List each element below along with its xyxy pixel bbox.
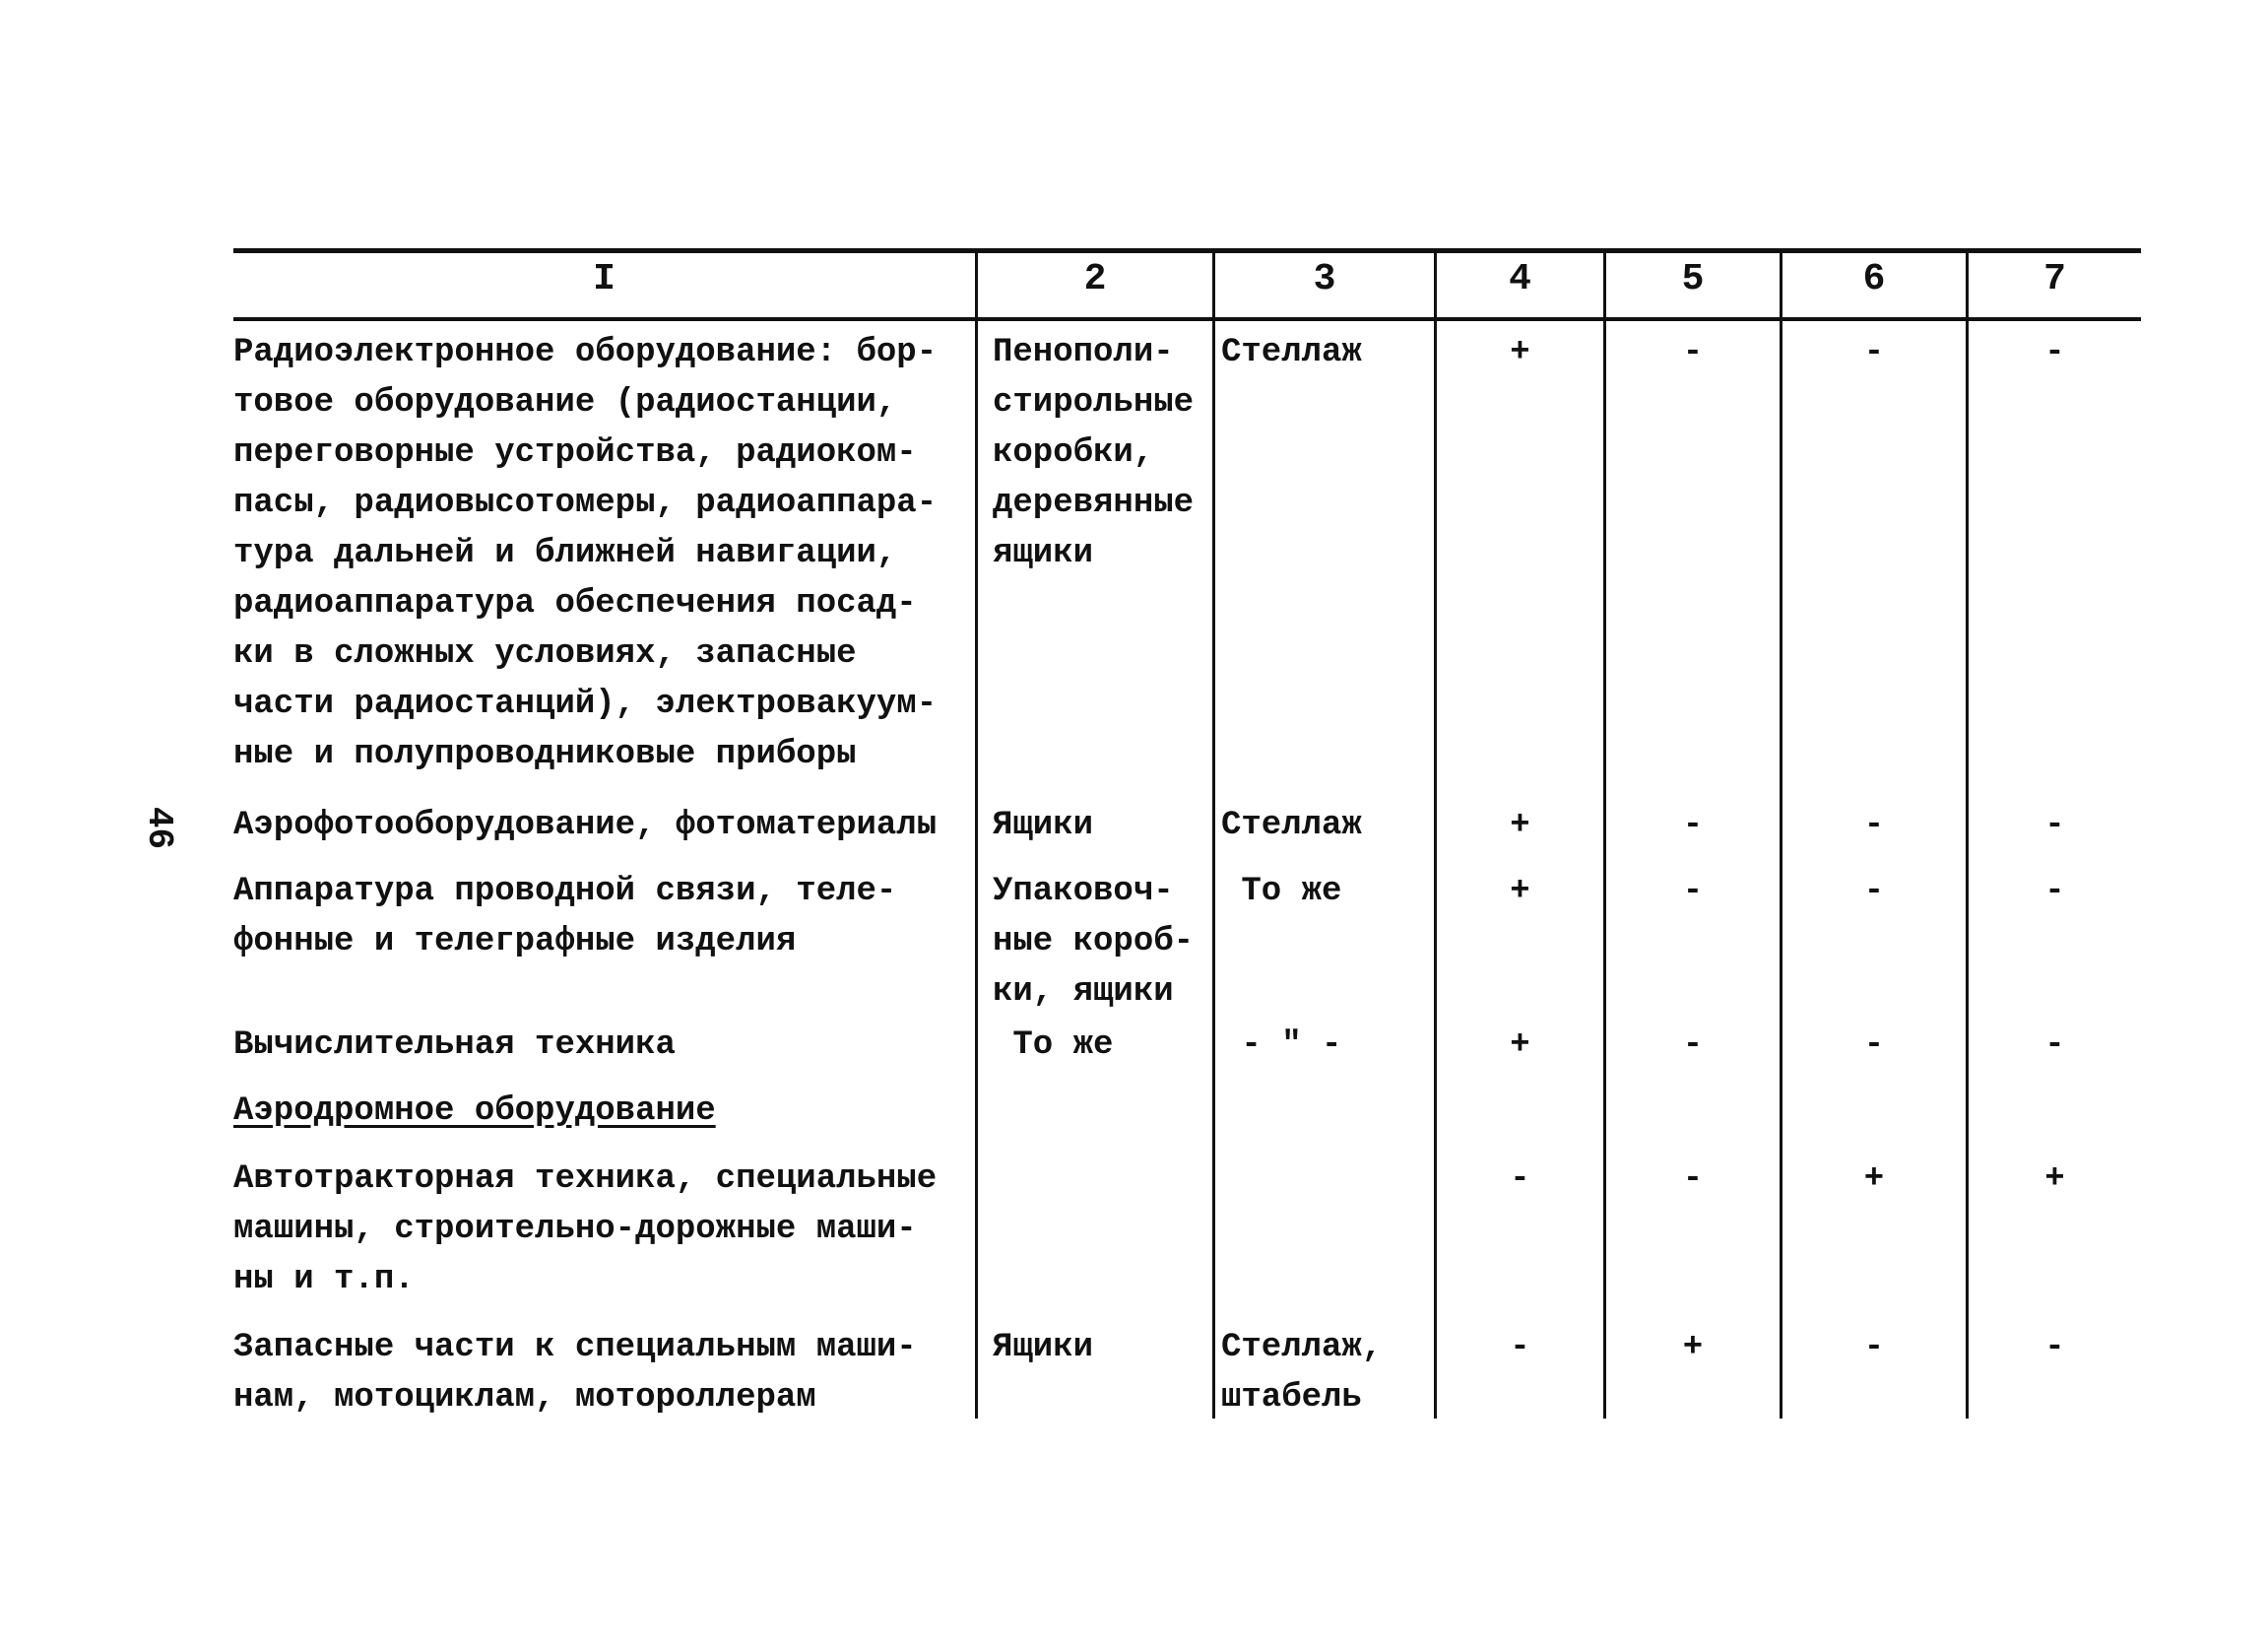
- cell-line: ки в сложных условиях, запасные: [233, 635, 857, 673]
- cell-line: - " -: [1221, 1026, 1342, 1064]
- cell-line: Упаковоч-: [993, 873, 1174, 910]
- cell-line: Стеллаж: [1221, 334, 1362, 371]
- cell-line: Радиоэлектронное оборудование: бор-: [233, 334, 938, 371]
- cell-line: радиоаппаратура обеспечения посад-: [233, 585, 917, 623]
- cell-line: товое оборудование (радиостанции,: [233, 384, 897, 422]
- cell-line: ные и полупроводниковые приборы: [233, 736, 857, 773]
- cell-line: Ящики: [993, 807, 1094, 844]
- cell-storage: [1221, 801, 1362, 851]
- cell-line: Вычислительная техника: [233, 1026, 676, 1064]
- column-header-6: 6: [1862, 258, 1886, 300]
- column-divider: [1212, 248, 1215, 1419]
- mark-col-7: +: [2044, 1160, 2065, 1198]
- column-header-2: 2: [1083, 258, 1107, 300]
- cell-line: Аэродромное оборудование: [233, 1092, 716, 1130]
- mark-col-5: -: [1682, 1026, 1704, 1064]
- mark-col-5: -: [1682, 807, 1704, 844]
- cell-name: [233, 1021, 676, 1071]
- cell-line: штабель: [1221, 1379, 1362, 1417]
- cell-line: Автотракторная техника, специальные: [233, 1160, 938, 1198]
- cell-name: [233, 1155, 937, 1305]
- mark-col-6: -: [1863, 807, 1885, 844]
- cell-line: ны и т.п.: [233, 1261, 415, 1298]
- cell-line: ные короб-: [993, 923, 1195, 960]
- mark-col-4: +: [1510, 807, 1530, 844]
- mark-col-6: -: [1863, 1026, 1885, 1064]
- cell-storage: [1221, 328, 1362, 378]
- column-header-5: 5: [1681, 258, 1705, 300]
- cell-name: [233, 1323, 917, 1423]
- mark-col-4: +: [1510, 873, 1530, 910]
- cell-line: деревянные: [993, 485, 1195, 522]
- mark-col-4: -: [1510, 1329, 1530, 1366]
- mark-col-6: +: [1863, 1160, 1885, 1198]
- cell-line: Запасные части к специальным маши-: [233, 1329, 917, 1366]
- mark-col-4: +: [1510, 334, 1530, 371]
- cell-line: машины, строительно-дорожные маши-: [233, 1211, 917, 1248]
- column-header-1: I: [593, 258, 616, 300]
- page-number: 46: [139, 806, 180, 850]
- mark-col-7: -: [2044, 1026, 2065, 1064]
- mark-col-5: -: [1682, 873, 1704, 910]
- column-header-7: 7: [2043, 258, 2066, 300]
- cell-package: [993, 1323, 1093, 1373]
- cell-line: коробки,: [993, 434, 1154, 472]
- cell-name: [233, 867, 896, 967]
- column-header-3: 3: [1313, 258, 1336, 300]
- cell-package: [993, 1021, 1113, 1071]
- column-header-4: 4: [1509, 258, 1531, 300]
- cell-line: То же: [993, 1026, 1114, 1064]
- cell-line: нам, мотоциклам, мотороллерам: [233, 1379, 816, 1417]
- cell-line: пасы, радиовысотомеры, радиоаппара-: [233, 485, 938, 522]
- cell-line: стирольные: [993, 384, 1195, 422]
- cell-line: ящики: [993, 535, 1094, 572]
- cell-line: тура дальней и ближней навигации,: [233, 535, 897, 572]
- cell-line: Стеллаж,: [1221, 1329, 1383, 1366]
- cell-package: [993, 867, 1194, 1018]
- mark-col-4: +: [1510, 1026, 1530, 1064]
- cell-storage: [1221, 867, 1341, 917]
- mark-col-7: -: [2044, 1329, 2065, 1366]
- cell-line: Пенополи-: [993, 334, 1174, 371]
- mark-col-5: -: [1682, 1160, 1704, 1198]
- column-divider: [975, 248, 978, 1419]
- cell-storage: [1221, 1323, 1382, 1423]
- mark-col-7: -: [2044, 807, 2065, 844]
- mark-col-6: -: [1863, 873, 1885, 910]
- mark-col-7: -: [2044, 873, 2065, 910]
- mark-col-5: -: [1682, 334, 1704, 371]
- cell-line: части радиостанций), электровакуум-: [233, 686, 938, 723]
- mark-col-6: -: [1863, 1329, 1885, 1366]
- cell-line: Аппаратура проводной связи, теле-: [233, 873, 897, 910]
- cell-line: Ящики: [993, 1329, 1094, 1366]
- table-top-rule: [233, 248, 2141, 253]
- cell-storage: [1221, 1021, 1341, 1071]
- mark-col-5: +: [1682, 1329, 1704, 1366]
- cell-package: [993, 328, 1194, 579]
- cell-line: Аэрофотооборудование, фотоматериалы: [233, 807, 938, 844]
- header-bottom-rule: [233, 317, 2141, 321]
- cell-name: [233, 1087, 716, 1137]
- cell-name: [233, 801, 937, 851]
- cell-line: фонные и телеграфные изделия: [233, 923, 797, 960]
- cell-name: [233, 328, 937, 780]
- cell-line: ки, ящики: [993, 973, 1174, 1011]
- mark-col-7: -: [2044, 334, 2065, 371]
- cell-line: переговорные устройства, радиоком-: [233, 434, 917, 472]
- cell-line: Стеллаж: [1221, 807, 1362, 844]
- mark-col-6: -: [1863, 334, 1885, 371]
- mark-col-4: -: [1510, 1160, 1530, 1198]
- cell-line: То же: [1221, 873, 1342, 910]
- cell-package: [993, 801, 1093, 851]
